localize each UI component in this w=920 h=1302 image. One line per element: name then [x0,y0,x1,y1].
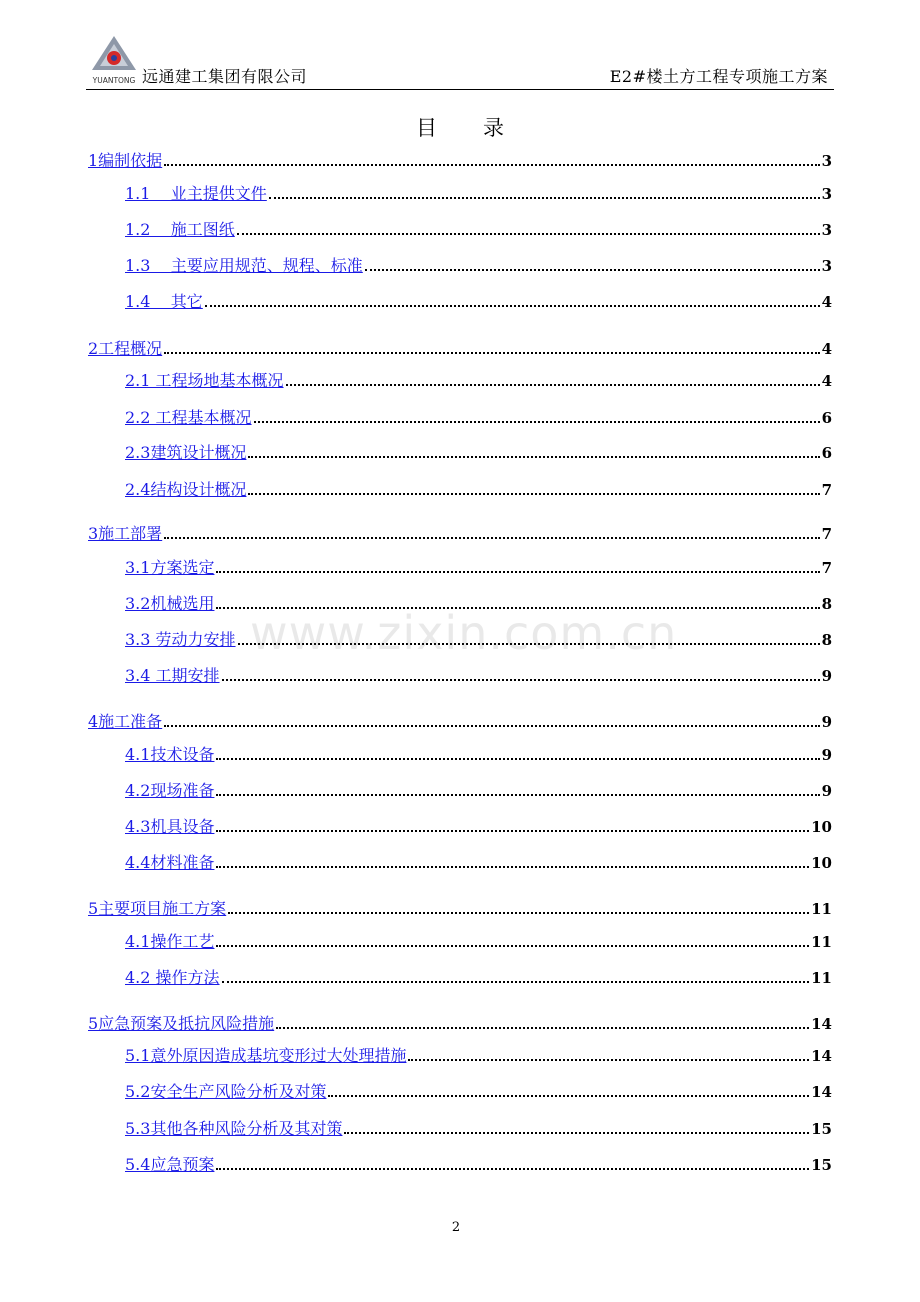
toc-dot-leader [276,1027,809,1029]
watermark: www.zixin.com.cn [250,606,678,660]
toc-dot-leader [216,758,819,760]
toc-entry-link[interactable]: 3.2机械选用 [125,594,215,613]
toc-entry-link[interactable]: 5.1意外原因造成基坑变形过大处理措施 [125,1046,407,1065]
toc-entry[interactable] [125,742,832,764]
toc-page-number: 10 [811,854,832,872]
page-header [86,34,834,90]
toc-entry[interactable] [125,1116,832,1138]
toc-dot-leader [216,1168,809,1170]
toc-dot-leader [164,164,819,166]
toc-dot-leader [237,233,820,235]
toc-page-number: 3 [821,221,832,239]
toc-dot-leader [216,794,819,796]
toc-entry-link[interactable]: 4.3机具设备 [125,817,215,836]
toc-entry[interactable] [125,440,832,462]
toc-page-number: 8 [821,631,832,649]
toc-entry-link[interactable]: 4.2现场准备 [125,781,215,800]
toc-entry-link[interactable]: 1.1 业主提供文件 [125,184,267,203]
toc-entry[interactable] [125,778,832,800]
toc-entry[interactable] [125,555,832,577]
toc-entry[interactable] [125,253,832,275]
toc-entry[interactable] [88,709,832,731]
toc-entry[interactable] [88,336,832,358]
toc-entry[interactable] [125,477,832,499]
toc-entry[interactable] [88,896,832,918]
toc-heading-char-2: 录 [483,116,504,140]
toc-page-number: 15 [811,1156,832,1174]
toc-entry-link[interactable]: 5.4应急预案 [125,1155,215,1174]
toc-page-number: 14 [811,1047,832,1065]
toc-dot-leader [269,197,820,199]
toc-page-number: 4 [821,293,832,311]
toc-page-number: 14 [811,1083,832,1101]
toc-dot-leader [222,679,820,681]
toc-entry[interactable] [125,181,832,203]
toc-page-number: 7 [821,559,832,577]
company-name: 远通建工集团有限公司 [142,67,308,86]
toc-entry-link[interactable]: 4施工准备 [88,712,163,731]
toc-dot-leader [328,1095,809,1097]
toc-entry-link[interactable]: 3.3 劳动力安排 [125,630,236,649]
toc-dot-leader [216,830,809,832]
toc-page-number: 11 [811,933,832,951]
toc-entry[interactable] [88,148,832,170]
toc-page-number: 4 [821,340,832,358]
toc-page-number: 10 [811,818,832,836]
toc-dot-leader [222,981,810,983]
svg-text:YUANTONG: YUANTONG [92,76,136,85]
company-logo [88,34,140,88]
toc-dot-leader [228,912,809,914]
toc-dot-leader [248,493,819,495]
toc-entry[interactable] [125,850,832,872]
toc-entry-link[interactable]: 2.1 工程场地基本概况 [125,371,284,390]
toc-entry[interactable] [125,217,832,239]
toc-page-number: 6 [821,444,832,462]
toc-page-number: 11 [811,900,832,918]
toc-entry[interactable] [125,814,832,836]
toc-entry[interactable] [125,929,832,951]
toc-entry-link[interactable]: 3施工部署 [88,524,163,543]
toc-dot-leader [216,866,809,868]
toc-page-number: 11 [811,969,832,987]
toc-dot-leader [286,384,820,386]
toc-entry[interactable] [125,405,832,427]
toc-entry[interactable] [125,1152,832,1174]
toc-entry[interactable] [88,521,832,543]
toc-page-number: 4 [821,372,832,390]
toc-page-number: 14 [811,1015,832,1033]
toc-entry[interactable] [125,965,832,987]
toc-dot-leader [164,725,819,727]
toc-entry-link[interactable]: 5.3其他各种风险分析及其对策 [125,1119,343,1138]
toc-dot-leader [254,421,820,423]
toc-entry-link[interactable]: 2.3建筑设计概况 [125,443,247,462]
toc-entry-link[interactable]: 4.1技术设备 [125,745,215,764]
toc-dot-leader [205,305,820,307]
toc-dot-leader [164,537,819,539]
toc-heading-char-1: 目 [416,116,437,140]
toc-dot-leader [365,269,820,271]
toc-page-number: 15 [811,1120,832,1138]
toc-entry-link[interactable]: 4.1操作工艺 [125,932,215,951]
toc-entry-link[interactable]: 1编制依据 [88,151,163,170]
toc-page-number: 6 [821,409,832,427]
toc-page-number: 9 [821,782,832,800]
toc-entry[interactable] [125,1043,832,1065]
toc-page-number: 9 [821,746,832,764]
toc-entry-link[interactable]: 1.4 其它 [125,292,203,311]
toc-entry[interactable] [88,1011,832,1033]
page-number: 2 [451,1220,461,1235]
toc-entry-link[interactable]: 2工程概况 [88,339,163,358]
toc-entry-link[interactable]: 2.4结构设计概况 [125,480,247,499]
toc-entry[interactable] [125,368,832,390]
toc-entry-link[interactable]: 5.2安全生产风险分析及对策 [125,1082,327,1101]
toc-page-number: 7 [821,525,832,543]
toc-entry-link[interactable]: 5应急预案及抵抗风险措施 [88,1014,275,1033]
toc-dot-leader [408,1059,809,1061]
toc-page-number: 3 [821,257,832,275]
toc-page-number: 3 [821,152,832,170]
toc-entry-link[interactable]: 4.4材料准备 [125,853,215,872]
toc-dot-leader [164,352,819,354]
toc-page-number: 9 [821,713,832,731]
toc-page-number: 9 [821,667,832,685]
toc-page-number: 7 [821,481,832,499]
toc-page-number: 3 [821,185,832,203]
document-title: E2#楼土方工程专项施工方案 [609,67,828,86]
toc-entry[interactable] [125,1079,832,1101]
toc-entry-link[interactable]: 2.2 工程基本概况 [125,408,252,427]
toc-dot-leader [248,456,819,458]
toc-entry-link[interactable]: 1.2 施工图纸 [125,220,235,239]
toc-heading [0,112,920,142]
toc-entry-link[interactable]: 4.2 操作方法 [125,968,220,987]
toc-entry[interactable] [125,663,832,685]
toc-entry[interactable] [125,289,832,311]
toc-dot-leader [344,1132,809,1134]
toc-page-number: 8 [821,595,832,613]
toc-dot-leader [216,571,819,573]
toc-entry-link[interactable]: 3.1方案选定 [125,558,215,577]
toc-entry-link[interactable]: 3.4 工期安排 [125,666,220,685]
toc-entry-link[interactable]: 1.3 主要应用规范、规程、标准 [125,256,363,275]
toc-dot-leader [216,945,809,947]
toc-entry-link[interactable]: 5主要项目施工方案 [88,899,227,918]
